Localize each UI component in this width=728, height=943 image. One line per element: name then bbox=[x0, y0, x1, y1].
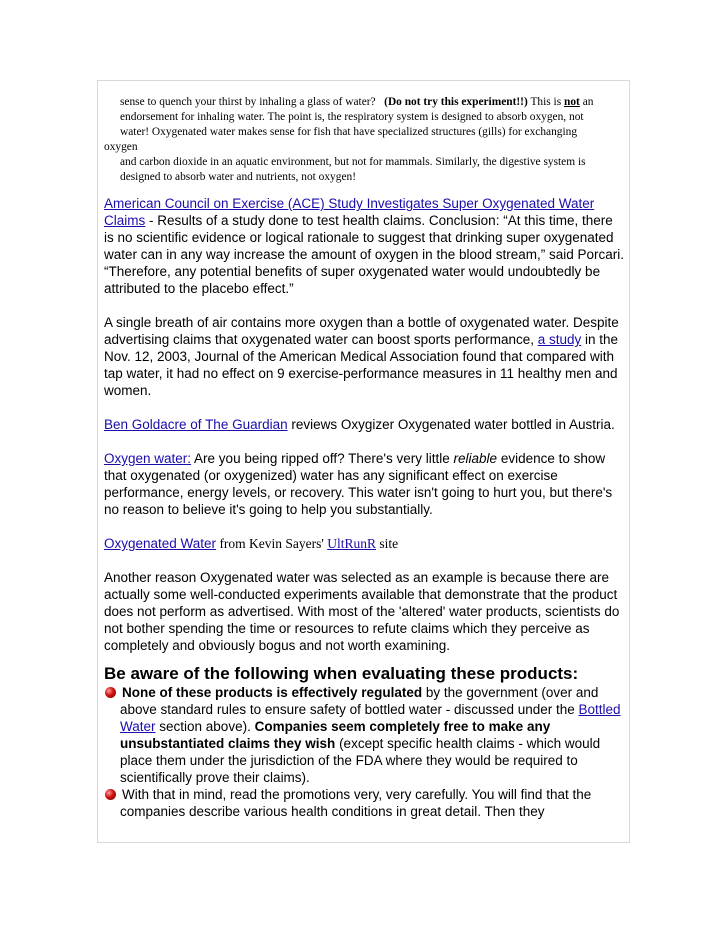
another-reason-paragraph: Another reason Oxygenated water was selected as an example is because there are actually some well-conducted experiments available that demonstrate that the product does not perform as advertised. With most of the 'altered' water products, scientists do not bother spending the time or resources to refute claims which they perceive as completely and obviously bogus and not worth examining. bbox=[104, 570, 620, 653]
ultrunr-link[interactable]: UltRunR bbox=[327, 536, 376, 551]
quote-text: sense to quench your thirst by inhaling a glass of water? bbox=[120, 96, 376, 108]
bullet-item-promotions bbox=[104, 786, 625, 820]
regulation-text: section above). bbox=[155, 719, 255, 734]
jama-text: A single breath of air contains more oxygen than a bottle of oxygenated water. Despite advertising claims that oxygenated water can boost sports performance, bbox=[104, 315, 619, 347]
ace-study-link[interactable]: American Council on Exercise (ACE) Study Investigates Super Oxygenated Water Claims bbox=[104, 196, 595, 228]
regulation-emphasis: None of these products is effectively regulated bbox=[122, 685, 423, 700]
oxygenated-water-link[interactable]: Oxygenated Water bbox=[104, 536, 217, 551]
section-heading: Be aware of the following when evaluating these products: bbox=[104, 664, 579, 683]
oxygen-water-paragraph bbox=[104, 450, 625, 518]
regulation-text: (except specific health claims - which would place them under the jurisdiction of the FDA where they would be required to scientifically prove their claims). bbox=[120, 736, 601, 785]
page-content bbox=[98, 81, 625, 820]
quote-line: designed to absorb water and nutrients, not oxygen! bbox=[120, 171, 356, 183]
sayers-text: site bbox=[376, 536, 399, 551]
quote-text: an bbox=[582, 96, 594, 108]
quote-line: oxygen bbox=[104, 141, 138, 153]
red-ball-bullet-icon bbox=[105, 687, 116, 698]
bottled-water-link[interactable]: Bottled Water bbox=[120, 702, 621, 734]
quote-warning: (Do not try this experiment!!) bbox=[384, 96, 528, 108]
claims-emphasis: Companies seem completely free to make any unsubstantiated claims they wish bbox=[120, 719, 551, 751]
oxygen-water-link[interactable]: Oxygen water: bbox=[104, 451, 192, 466]
ace-study-paragraph bbox=[104, 195, 625, 297]
quoted-excerpt bbox=[104, 95, 625, 185]
a-study-link[interactable]: a study bbox=[537, 332, 582, 347]
oxygen-water-text: evidence to show that oxygenated (or oxygenized) water has any significant effect on exercise performance, energy levels, or recovery. This water isn't going to hurt you, but there's no reason to believe it's going to help you substantially. bbox=[104, 451, 613, 517]
guardian-link[interactable]: Ben Goldacre of The Guardian bbox=[104, 417, 288, 432]
guardian-text: reviews Oxygizer Oxygenated water bottled in Austria. bbox=[287, 417, 615, 432]
quote-text: This is bbox=[530, 96, 562, 108]
quote-line: and carbon dioxide in an aquatic environment, but not for mammals. Similarly, the digestive system is bbox=[120, 156, 586, 168]
page-frame bbox=[97, 80, 630, 843]
oxygen-water-text: Are you being ripped off? There's very little bbox=[191, 451, 454, 466]
red-ball-bullet-icon bbox=[105, 789, 116, 800]
quote-line: water! Oxygenated water makes sense for fish that have specialized structures (gills) for exchanging bbox=[120, 126, 578, 138]
bullet-item-regulation bbox=[104, 684, 625, 786]
regulation-text: by the government (over and above standard rules to ensure safety of bottled water - discussed under the bbox=[120, 685, 599, 717]
sayers-text: from Kevin Sayers' bbox=[216, 536, 328, 551]
ace-study-text: - Results of a study done to test health claims. Conclusion: “At this time, there is no scientific evidence or logical rationale to suggest that drinking super oxygenated water can in any way increase the amount of oxygen in the blood stream,” said Porcari. “Therefore, any potential benefits of super oxygenated water would undoubtedly be attributed to the placebo effect.” bbox=[104, 213, 625, 296]
promotions-text: With that in mind, read the promotions very, very carefully. You will find that the companies describe various health conditions in great detail. Then they bbox=[120, 787, 592, 819]
quote-line: endorsement for inhaling water. The point is, the respiratory system is designed to absorb oxygen, not bbox=[120, 111, 584, 123]
jama-text: in the Nov. 12, 2003, Journal of the American Medical Association found that compared with tap water, it had no effect on 9 exercise-performance measures in 11 healthy men and women. bbox=[104, 332, 619, 398]
jama-paragraph bbox=[104, 314, 625, 399]
quote-emphasis: not bbox=[564, 96, 580, 108]
guardian-paragraph bbox=[104, 416, 625, 433]
article-body bbox=[104, 195, 625, 820]
sayers-paragraph bbox=[104, 535, 625, 552]
reliable-emphasis: reliable bbox=[453, 451, 498, 466]
